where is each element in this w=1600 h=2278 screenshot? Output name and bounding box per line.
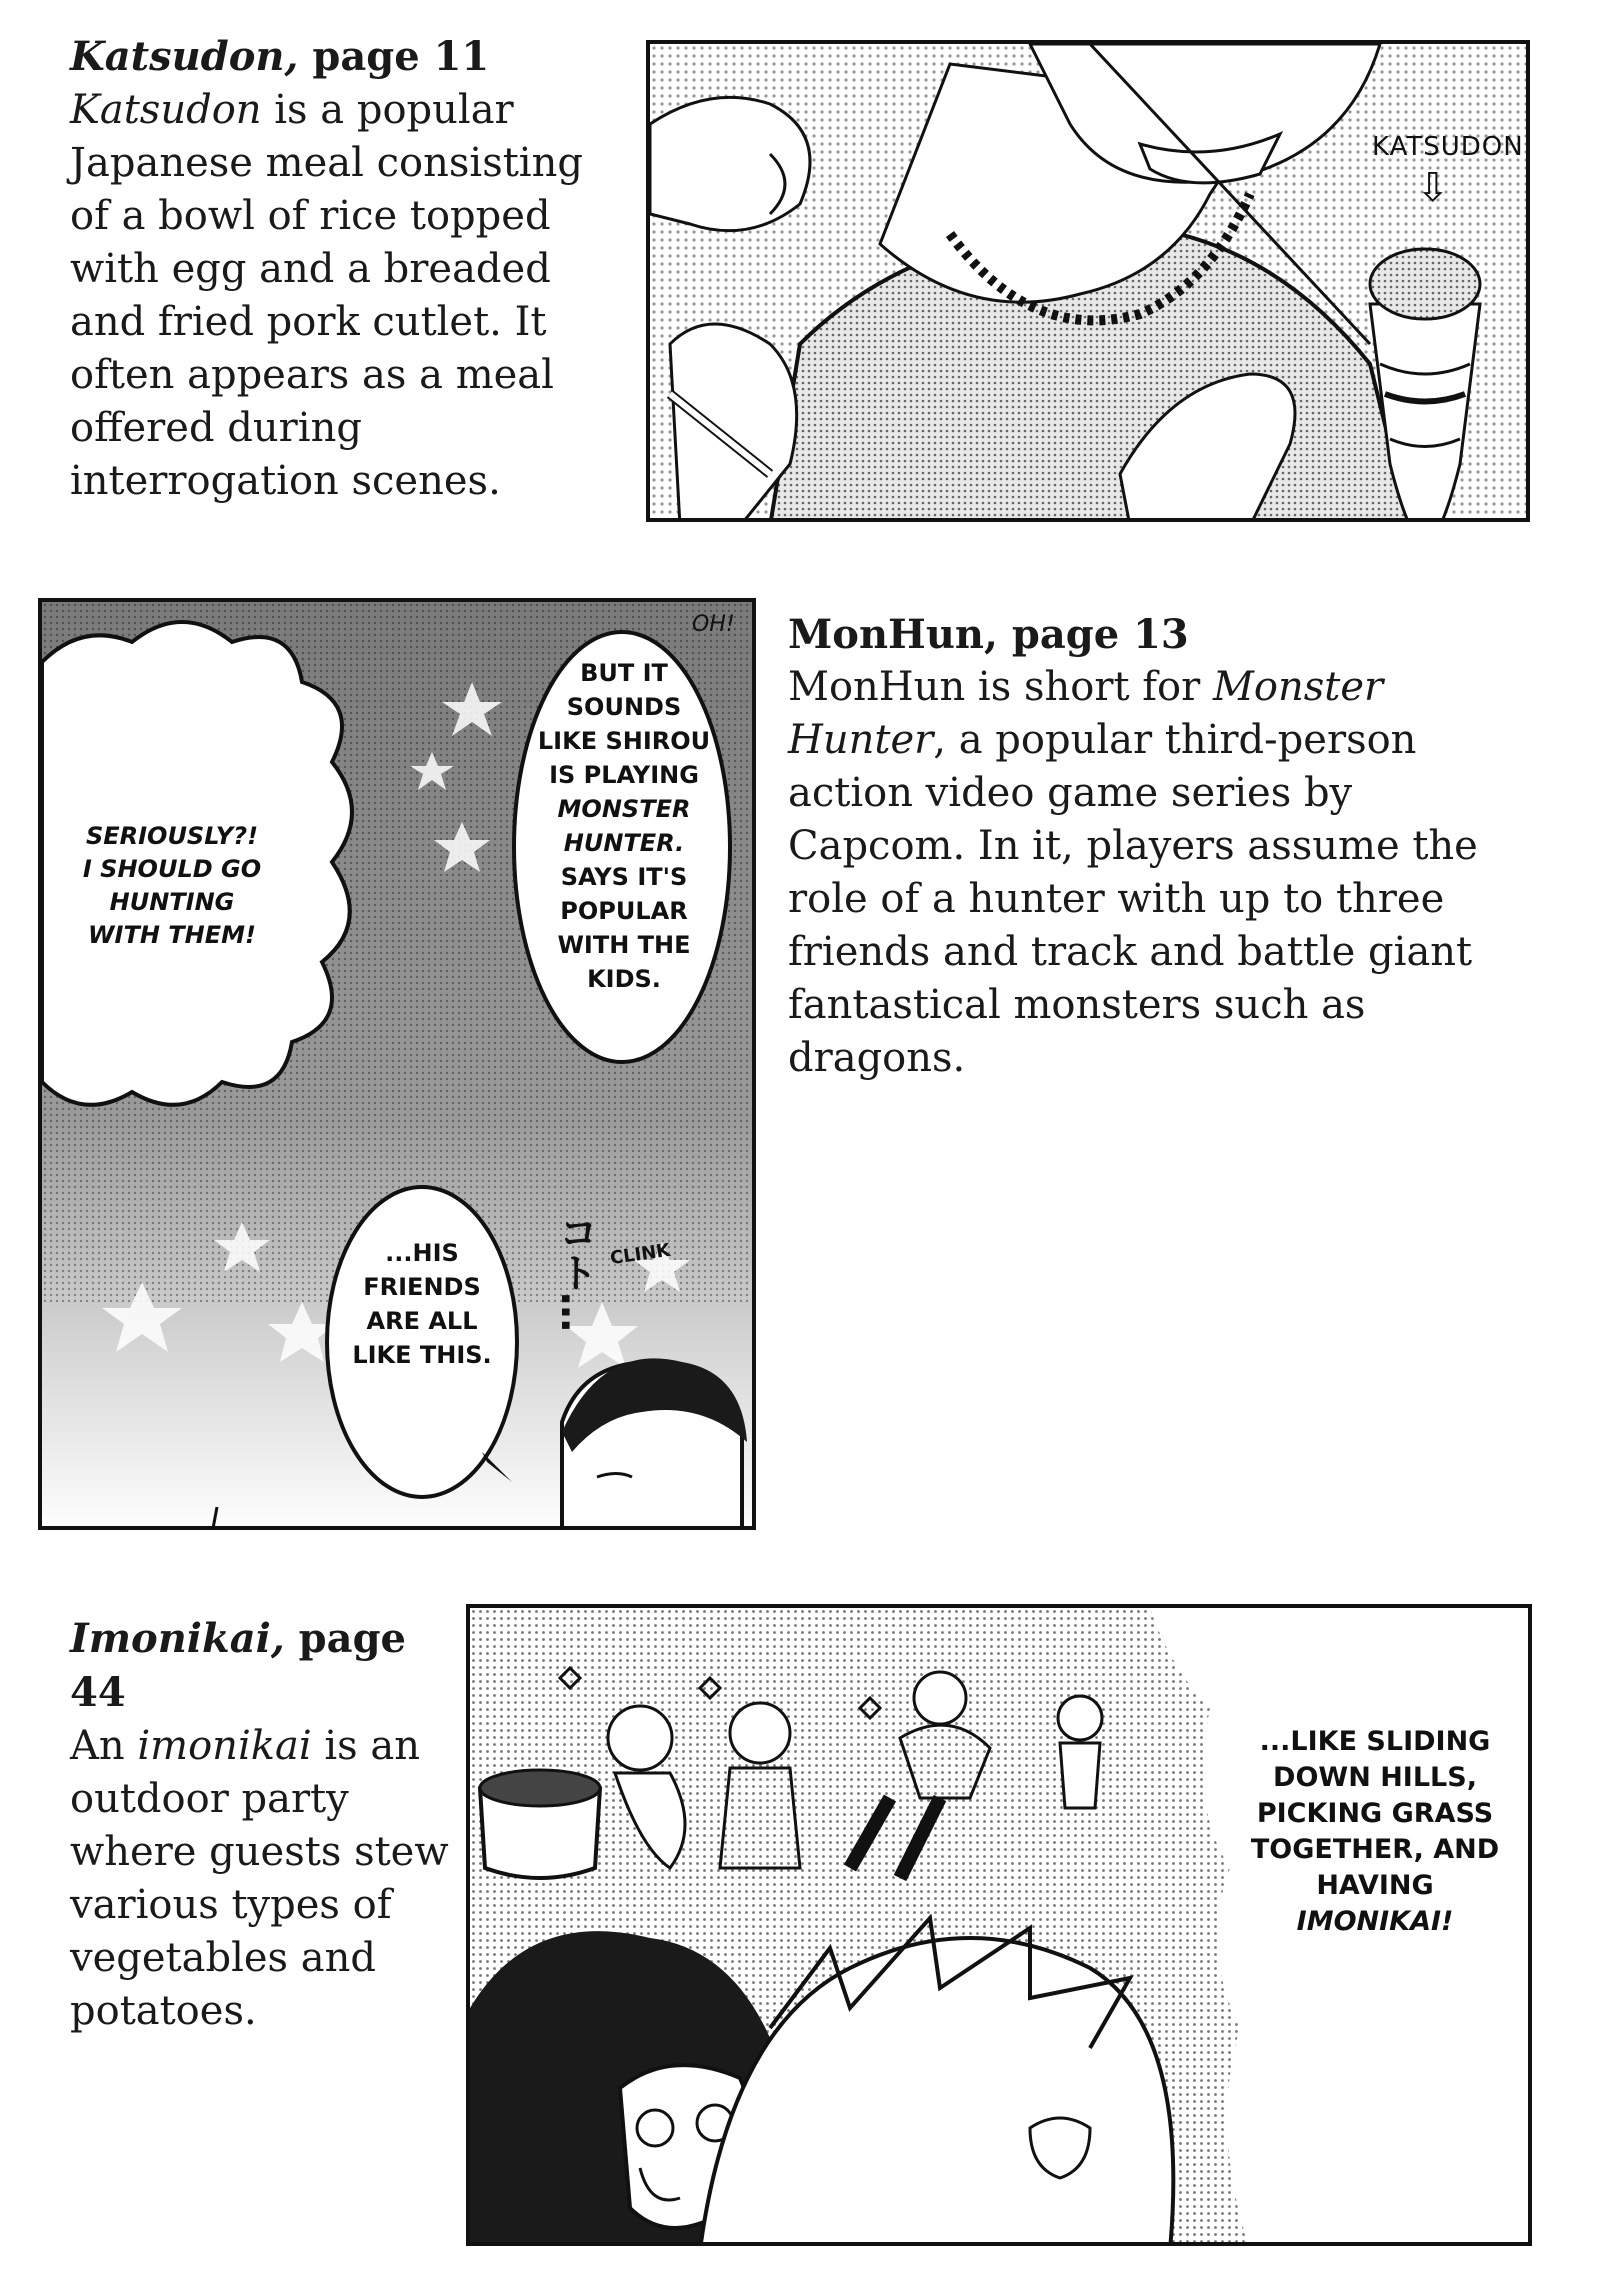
speech-bubble-seriously: SERIOUSLY?! I SHOULD GO HUNTING WITH THEM! (82, 822, 262, 949)
katsudon-label: KATSUDON (1372, 132, 1524, 162)
note-monhun-heading: MonHun, page 13 (788, 611, 1189, 658)
note-imonikai-heading: Imonikai, page 44 (70, 1615, 406, 1716)
note-imonikai (70, 1612, 450, 2038)
sfx-clink: CLINK (608, 1239, 672, 1270)
sfx-oh: OH! (692, 612, 735, 637)
sfx-koto: コト… (552, 1212, 598, 1332)
note-monhun-body: MonHun is short for Monster Hunter, a popular third-person action video game series by Capcom. In it, players assume the role of a hunter with up to three friends and track and battle giant fantastical monsters such as dragons. (788, 664, 1478, 1081)
note-katsudon-body: Katsudon is a popular Japanese meal consisting of a bowl of rice topped with egg and a breaded and fried pork cutlet. It often appears as a meal offered during interrogation scenes. (70, 87, 583, 504)
note-imonikai-body: An imonikai is an outdoor party where guests stew various types of vegetables and potatoes. (70, 1723, 449, 2034)
manga-panel-imonikai (466, 1604, 1532, 2246)
manga-panel-katsudon (646, 40, 1530, 522)
manga-panel-monhun (38, 598, 756, 1530)
caption-imonikai: ...LIKE SLIDING DOWN HILLS, PICKING GRASS TOGETHER, AND HAVING IMONIKAI! (1250, 1726, 1500, 1937)
note-katsudon (70, 30, 590, 508)
note-katsudon-heading: Katsudon, page 11 (70, 33, 490, 80)
speech-bubble-monster-hunter: BUT IT SOUNDS LIKE SHIROU IS PLAYING MONSTER HUNTER. SAYS IT'S POPULAR WITH THE KIDS. (537, 659, 711, 993)
down-arrow-icon: ⇩ (1416, 165, 1450, 211)
speech-bubble-his-friends: ...HIS FRIENDS ARE ALL LIKE THIS. (352, 1239, 492, 1369)
note-monhun (788, 608, 1508, 1085)
panel-katsudon-art (650, 44, 1530, 522)
